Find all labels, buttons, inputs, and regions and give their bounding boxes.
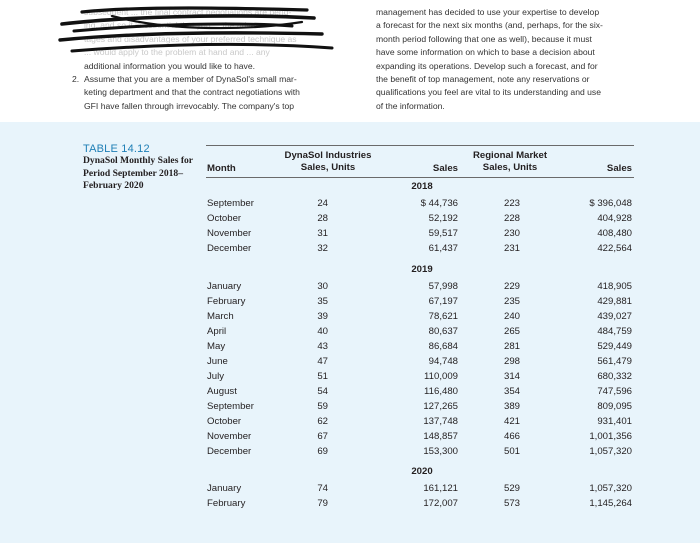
cell-units: 39	[317, 311, 328, 322]
cell-sales: 161,121	[423, 483, 458, 494]
cell-month: February	[207, 296, 246, 307]
cell-month: March	[207, 311, 234, 322]
left-line-4: ... would apply to the problem at hand and ... any	[84, 47, 270, 58]
right-line-7: qualifications you feel are vital to its understanding and use	[376, 87, 602, 98]
header-month: Month	[207, 163, 236, 174]
cell-month: September	[207, 401, 254, 412]
table-caption: DynaSol Monthly Sales for Period September 2018–February 2020	[83, 155, 193, 192]
header-sales: Sales	[432, 163, 458, 174]
right-text-column	[376, 6, 634, 113]
left-line-1: subsequent ... the final contract negotiations are pend-	[84, 7, 292, 17]
cell-sales: 116,480	[424, 386, 458, 397]
header-top-rule	[206, 145, 634, 146]
year-label: 2018	[411, 181, 433, 192]
right-line-8: of the information.	[376, 100, 445, 111]
cell-market-sales: 680,332	[597, 371, 632, 382]
cell-market-sales: 809,095	[597, 401, 632, 412]
cell-units: 30	[317, 281, 328, 292]
cell-regional: 231	[503, 243, 520, 254]
cell-sales: 61,437	[428, 243, 458, 254]
cell-sales: 57,998	[428, 281, 458, 292]
cell-market-sales: 561,479	[597, 356, 632, 367]
item-2-line-2: keting department and that the contract negotiations with	[84, 87, 300, 98]
cell-market-sales: 1,057,320	[589, 446, 632, 457]
cell-month: September	[207, 198, 254, 209]
cell-month: June	[207, 356, 228, 367]
cell-month: December	[207, 446, 252, 457]
cell-month: May	[207, 341, 226, 352]
cell-units: 35	[317, 296, 328, 307]
cell-sales: 59,517	[428, 228, 458, 239]
cell-market-sales: $ 396,048	[589, 198, 632, 209]
cell-units: 79	[317, 498, 328, 509]
item-2-line-3: GFI have fallen through irrevocably. The company's top	[84, 100, 295, 111]
left-line-5: additional information you would like to have.	[84, 60, 256, 71]
cell-units: 74	[317, 483, 328, 494]
cell-sales: 52,192	[428, 213, 458, 224]
cell-market-sales: 429,881	[597, 296, 632, 307]
header-market-sales: Sales	[606, 163, 632, 174]
cell-month: December	[207, 243, 252, 254]
cell-regional: 265	[503, 326, 520, 337]
cell-market-sales: 747,596	[597, 386, 632, 397]
right-line-3: month period following that one as well), because it must	[376, 33, 592, 44]
cell-market-sales: 408,480	[597, 228, 632, 239]
cell-month: August	[207, 386, 237, 397]
cell-regional: 281	[503, 341, 520, 352]
cell-month: November	[207, 431, 252, 442]
cell-units: 47	[317, 356, 328, 367]
cell-regional: 230	[503, 228, 520, 239]
right-line-2: a forecast for the next six months (and, perhaps, for the six-	[376, 20, 603, 31]
cell-units: 40	[317, 326, 328, 337]
cell-units: 62	[317, 416, 328, 427]
cell-units: 43	[317, 341, 328, 352]
cell-market-sales: 418,905	[597, 281, 632, 292]
cell-units: 67	[317, 431, 328, 442]
cell-regional: 223	[503, 198, 520, 209]
cell-regional: 421	[503, 416, 520, 427]
year-label: 2019	[411, 264, 433, 275]
cell-month: November	[207, 228, 252, 239]
item-2-line-1: Assume that you are a member of DynaSol's small mar-	[84, 74, 297, 85]
cell-units: 28	[317, 213, 328, 224]
cell-regional: 240	[503, 311, 520, 322]
cell-regional: 529	[503, 483, 520, 494]
cell-units: 51	[317, 371, 328, 382]
cell-month: January	[207, 281, 242, 292]
cell-units: 69	[317, 446, 328, 457]
cell-sales: 86,684	[428, 341, 458, 352]
cell-regional: 298	[503, 356, 520, 367]
cell-market-sales: 1,145,264	[589, 498, 632, 509]
item-2	[72, 73, 354, 113]
cell-sales: 172,007	[423, 498, 458, 509]
cell-units: 32	[317, 243, 328, 254]
cell-market-sales: 439,027	[597, 311, 632, 322]
cell-sales: 80,637	[428, 326, 458, 337]
cell-sales: 148,857	[423, 431, 458, 442]
cell-regional: 466	[503, 431, 520, 442]
cell-sales: 153,300	[423, 446, 458, 457]
cell-regional: 235	[503, 296, 520, 307]
cell-market-sales: 404,928	[597, 213, 632, 224]
cell-sales: 67,197	[428, 296, 458, 307]
right-line-6: the benefit of top management, note any reservations or	[376, 74, 590, 85]
cell-regional: 229	[503, 281, 520, 292]
cell-regional: 228	[503, 213, 520, 224]
cell-market-sales: 529,449	[597, 341, 632, 352]
cell-market-sales: 1,001,356	[589, 431, 632, 442]
cell-sales: 94,748	[428, 356, 458, 367]
cell-market-sales: 484,759	[597, 326, 632, 337]
cell-regional: 501	[503, 446, 520, 457]
scribble-redaction	[52, 4, 352, 62]
right-line-5: expanding its operations. Develop such a forecast, and for	[376, 60, 598, 71]
cell-sales: 110,009	[424, 371, 458, 382]
cell-month: October	[207, 416, 242, 427]
header-bottom-rule	[206, 177, 634, 178]
cell-regional: 314	[503, 371, 520, 382]
cell-units: 24	[317, 198, 328, 209]
cell-sales: 127,265	[423, 401, 458, 412]
cell-market-sales: 422,564	[597, 243, 632, 254]
cell-sales: $ 44,736	[420, 198, 458, 209]
cell-units: 54	[317, 386, 328, 397]
cell-market-sales: 1,057,320	[589, 483, 632, 494]
right-line-4: have some information on which to base a decision about	[376, 47, 595, 58]
cell-sales: 78,621	[428, 311, 458, 322]
left-line-2: ing, and so it is essential that you ... the advan-	[84, 20, 264, 31]
cell-market-sales: 931,401	[597, 416, 632, 427]
cell-month: July	[207, 371, 225, 382]
item-2-number: 2.	[72, 74, 80, 85]
cell-regional: 389	[503, 401, 520, 412]
cell-month: April	[207, 326, 227, 337]
right-line-1: management has decided to use your expertise to develop	[376, 7, 600, 17]
table-label: TABLE 14.12	[83, 143, 150, 155]
header-dynasol-units: DynaSol Industries Sales, Units	[284, 150, 372, 173]
cell-month: January	[207, 483, 242, 494]
cell-regional: 354	[503, 386, 520, 397]
cell-month: October	[207, 213, 242, 224]
cell-month: February	[207, 498, 246, 509]
cell-regional: 573	[503, 498, 520, 509]
year-label: 2020	[411, 466, 433, 477]
cell-units: 31	[317, 228, 328, 239]
header-regional-units: Regional Market Sales, Units	[472, 150, 548, 173]
cell-units: 59	[317, 401, 328, 412]
cell-sales: 137,748	[423, 416, 458, 427]
left-line-3: tages and disadvantages of your preferred technique as	[84, 33, 297, 44]
